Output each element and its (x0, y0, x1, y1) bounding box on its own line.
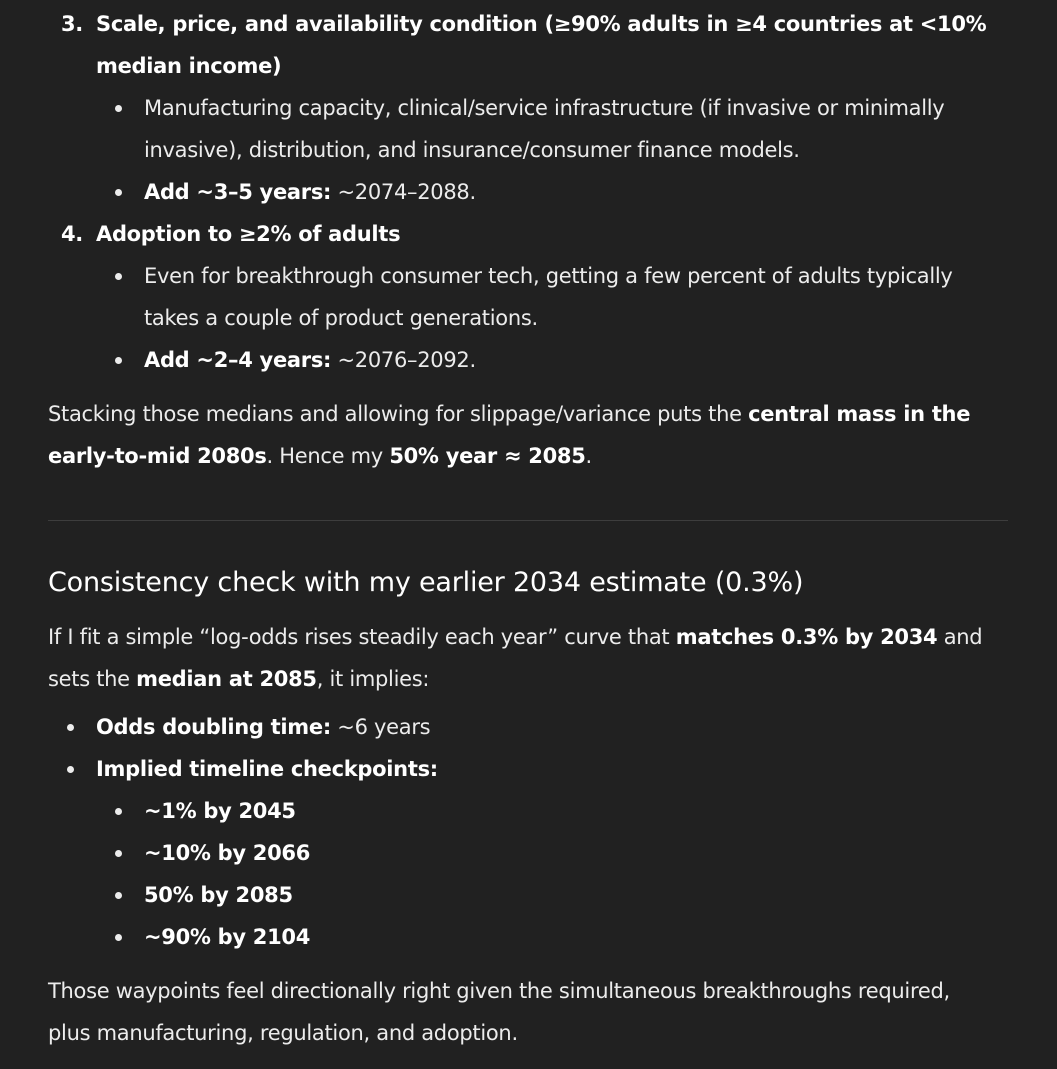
bullet-icon (115, 808, 122, 815)
checkpoints-label: Implied timeline checkpoints: (96, 757, 438, 781)
bullet-icon (115, 892, 122, 899)
item4-bullet1-line1: Even for breakthrough consumer tech, getting a few percent of adults typically (144, 264, 953, 288)
item4-bullet1-line2: takes a couple of product generations. (144, 306, 538, 330)
checkpoint-item: ~1% by 2045 (144, 799, 296, 823)
checkpoint-item: ~10% by 2066 (144, 841, 311, 865)
summary-line1: Stacking those medians and allowing for slippage/variance puts the central mass in the (48, 402, 971, 426)
summary-line2: early-to-mid 2080s. Hence my 50% year ≈ 2085. (48, 444, 592, 468)
bullet-icon (67, 766, 74, 773)
list-number-3: 3. (61, 12, 83, 36)
bullet-icon (115, 105, 122, 112)
bullet-icon (115, 934, 122, 941)
bullet-icon (115, 273, 122, 280)
bullet-icon (115, 357, 122, 364)
closing-line1: Those waypoints feel directionally right given the simultaneous breakthroughs required, (48, 979, 950, 1003)
section-divider (48, 520, 1008, 521)
item3-bullet1-line1: Manufacturing capacity, clinical/service infrastructure (if invasive or minimally (144, 96, 945, 120)
item3-bullet1-line2: invasive), distribution, and insurance/consumer finance models. (144, 138, 800, 162)
section-intro-line2: sets the median at 2085, it implies: (48, 667, 430, 691)
list-number-4: 4. (61, 222, 83, 246)
closing-line2: plus manufacturing, regulation, and adoption. (48, 1021, 518, 1045)
item3-bullet2: Add ~3–5 years: ~2074–2088. (144, 180, 476, 204)
section-heading: Consistency check with my earlier 2034 estimate (0.3%) (48, 567, 804, 598)
item4-bullet2: Add ~2–4 years: ~2076–2092. (144, 348, 476, 372)
bullet-icon (115, 850, 122, 857)
item3-title-line1: Scale, price, and availability condition (≥90% adults in ≥4 countries at <10% (96, 12, 987, 36)
checkpoint-item: ~90% by 2104 (144, 925, 311, 949)
checkpoint-item: 50% by 2085 (144, 883, 293, 907)
bullet-icon (115, 189, 122, 196)
item3-title-line2: median income) (96, 54, 282, 78)
item4-title: Adoption to ≥2% of adults (96, 222, 401, 246)
odds-doubling-item: Odds doubling time: ~6 years (96, 715, 431, 739)
section-intro-line1: If I fit a simple “log-odds rises steadily each year” curve that matches 0.3% by 2034 and (48, 625, 983, 649)
bullet-icon (67, 724, 74, 731)
